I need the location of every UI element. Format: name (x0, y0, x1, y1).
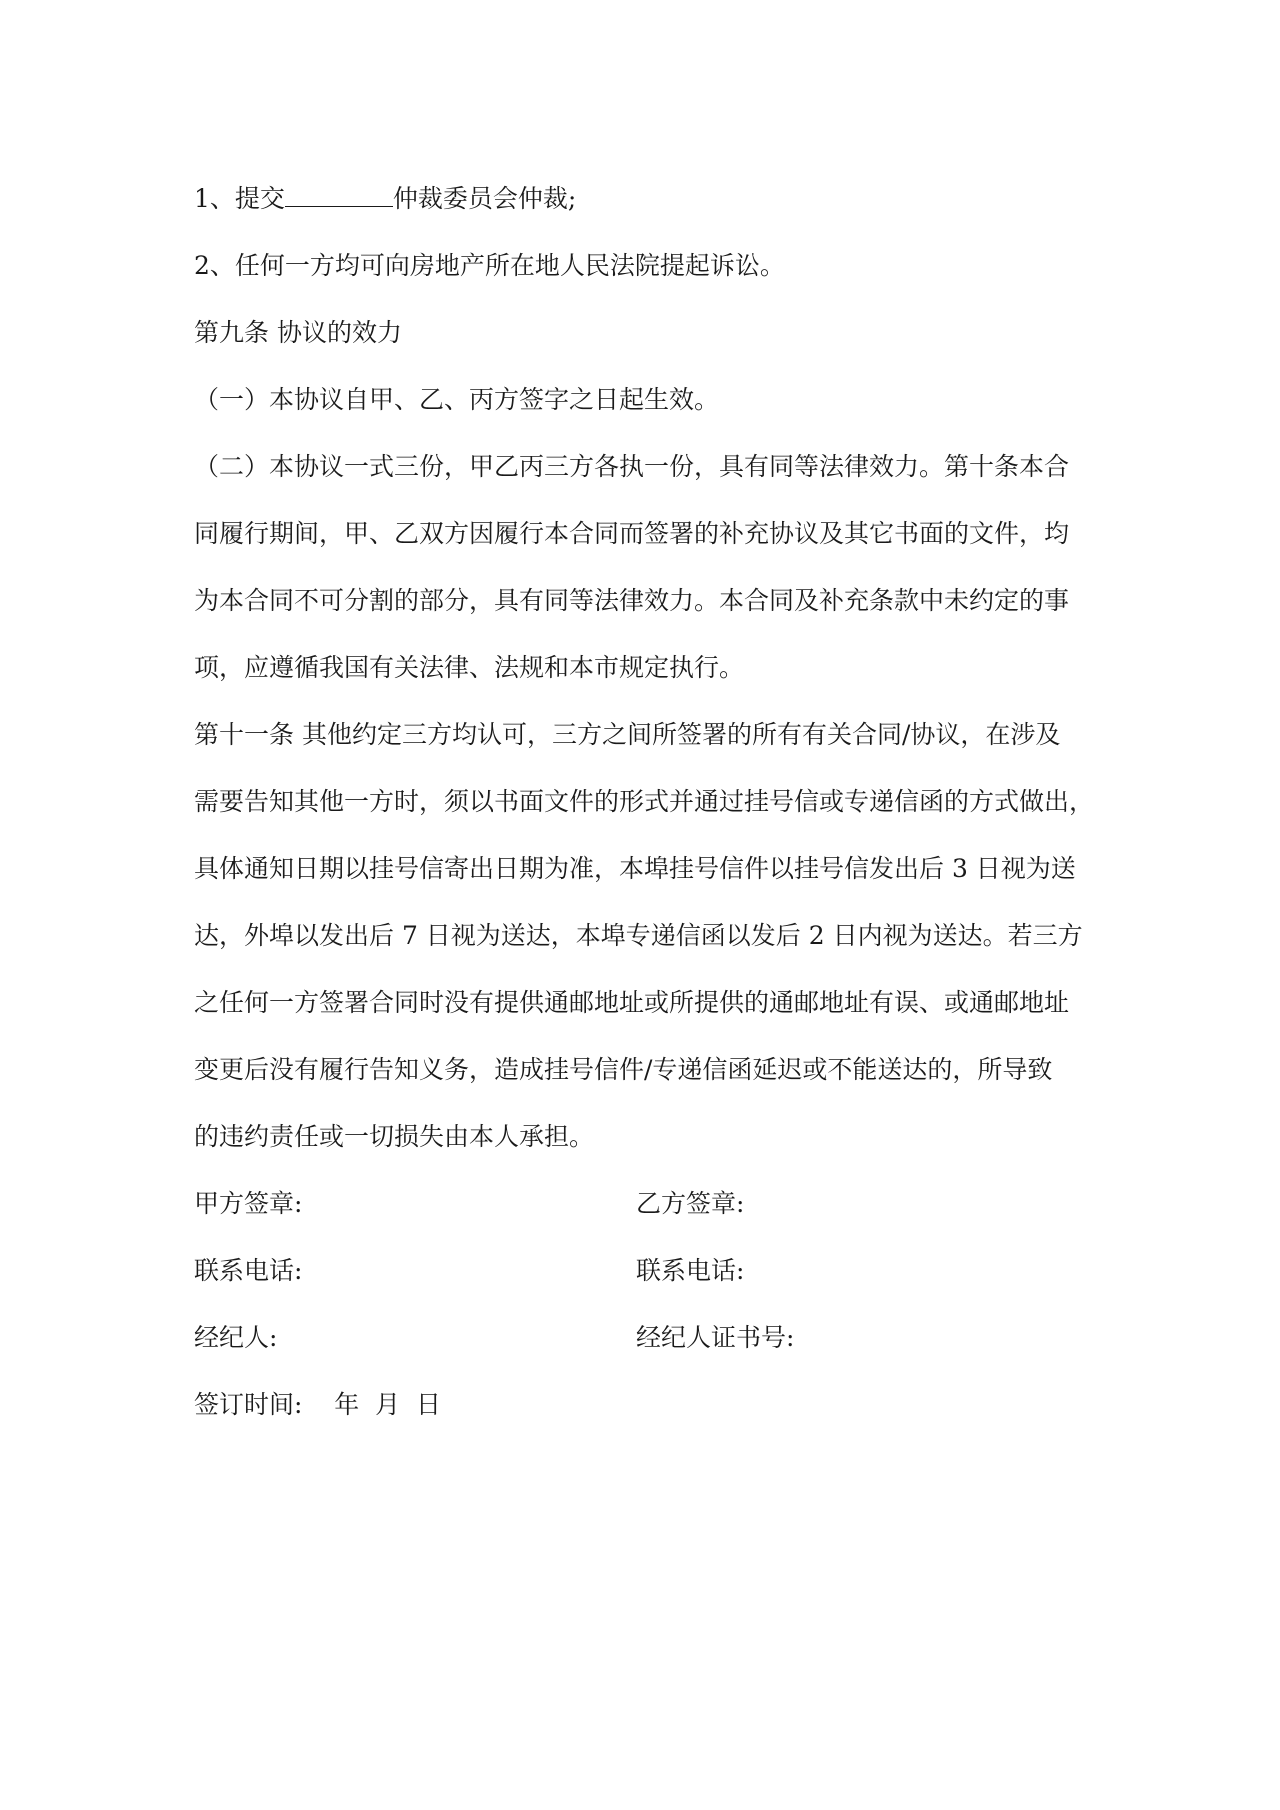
agent-cert-label: 经纪人证书号: (636, 1323, 795, 1352)
party-a-phone-label: 联系电话: (194, 1256, 303, 1285)
party-b-seal-label: 乙方签章: (636, 1189, 745, 1218)
party-b-phone-label: 联系电话: (636, 1256, 745, 1285)
article-9-clause-2-line: 为本合同不可分割的部分，具有同等法律效力。本合同及补充条款中未约定的事 (194, 586, 1070, 615)
signature-block (194, 1170, 1100, 1438)
article-9-clause-2-line: 项，应遵循我国有关法律、法规和本市规定执行。 (194, 653, 745, 682)
sign-date-label: 签订时间: 年 月 日 (194, 1390, 441, 1419)
article-11 (194, 701, 1100, 1170)
article-9-clause-2-line: （二）本协议一式三份，甲乙丙三方各执一份，具有同等法律效力。第十条本合 (194, 452, 1070, 481)
contract-page (194, 165, 1100, 1438)
arbitration-item-1-suffix: 仲裁委员会仲裁; (392, 184, 577, 213)
arbitration-item-2: 2、任何一方均可向房地产所在地人民法院提起诉讼。 (194, 251, 785, 280)
article-11-line: 的违约责任或一切损失由本人承担。 (194, 1122, 595, 1151)
article-11-line: 达，外埠以发出后 7 日视为送达，本埠专递信函以发后 2 日内视为送达。若三方 (194, 921, 1083, 950)
arbitration-committee-blank (285, 184, 393, 207)
signature-row-seal (194, 1170, 1100, 1237)
article-11-line: 具体通知日期以挂号信寄出日期为准，本埠挂号信件以挂号信发出后 3 日视为送 (194, 854, 1076, 883)
signature-row-phone (194, 1237, 1100, 1304)
arbitration-item-1 (194, 165, 1100, 232)
article-11-line: 之任何一方签署合同时没有提供通邮地址或所提供的通邮地址有误、或通邮地址 (194, 988, 1070, 1017)
party-a-seal-label: 甲方签章: (194, 1189, 303, 1218)
article-11-line: 第十一条 其他约定三方均认可，三方之间所签署的所有有关合同/协议，在涉及 (194, 720, 1061, 749)
arbitration-item-1-prefix: 1、提交 (194, 184, 285, 213)
article-9-clause-2 (194, 433, 1100, 701)
article-11-line: 需要告知其他一方时，须以书面文件的形式并通过挂号信或专递信函的方式做出， (194, 787, 1095, 816)
article-9-clause-2-line: 同履行期间，甲、乙双方因履行本合同而签署的补充协议及其它书面的文件，均 (194, 519, 1070, 548)
article-11-line: 变更后没有履行告知义务，造成挂号信件/专递信函延迟或不能送达的，所导致 (194, 1055, 1053, 1084)
article-9-heading: 第九条 协议的效力 (194, 318, 402, 347)
signature-row-agent (194, 1304, 1100, 1371)
agent-label: 经纪人: (194, 1323, 278, 1352)
article-9-clause-1: （一）本协议自甲、乙、丙方签字之日起生效。 (194, 385, 720, 414)
